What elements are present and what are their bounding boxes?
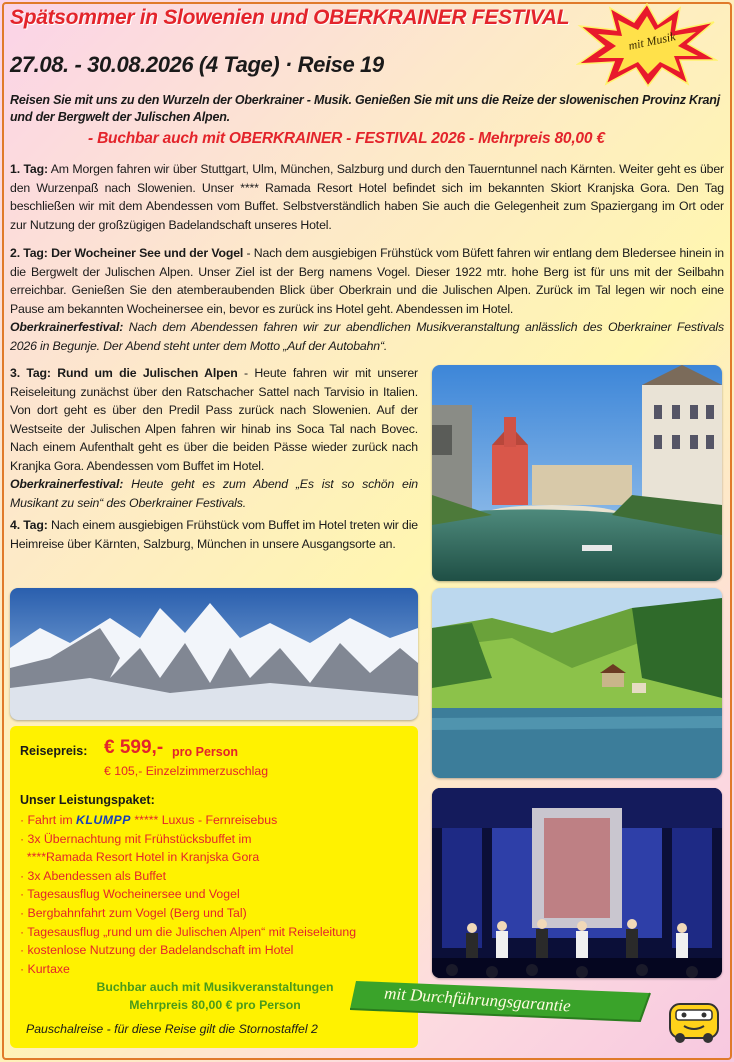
bus-service-suffix: ***** Luxus - Fernreisebus	[130, 813, 278, 827]
day-3-text: - Heute fahren wir mit unserer Reiseleitung zunächst über den Ratschacher Sattel nach Tarvisio in Italien. Von dort geht es über den Predil Pass zurück nach Slowenien. Auf der Westseite der Julischen Alpen fahren wir hinab ins Soca Tal nach Bovec. Nach einem Aufenthalt geht es über die beiden Pässe wieder zurück nach Kranjka Gora. Abendessen vom Buffet im Hotel.	[10, 366, 418, 473]
list-item: · Bergbahnfahrt zum Vogel (Berg und Tal)	[20, 905, 247, 920]
bus-service-prefix: · Fahrt im	[20, 813, 77, 827]
day-2-festival-label: Oberkrainerfestival:	[10, 320, 124, 334]
bus-logo-icon	[666, 998, 722, 1046]
trip-dates: 27.08. - 30.08.2026 (4 Tage) · Reise 19	[10, 52, 384, 77]
mountain-panorama-photo	[10, 588, 418, 720]
day-4-text: Nach einem ausgiebigen Frühstück vom Buffet im Hotel treten wir die Heimreise über Kärnten, Salzburg, München in unsere Ausgangsorte an.	[10, 518, 418, 551]
ljubljana-river-photo	[432, 365, 722, 581]
price-per-person: pro Person	[172, 745, 238, 759]
price-label: Reisepreis:	[20, 744, 88, 758]
day-3-festival-text: Heute geht es zum Abend „Es ist so schön ein Musikant zu sein“ des Oberkrainer Festivals.	[10, 477, 418, 510]
list-item: · Kurtaxe	[20, 961, 70, 976]
music-event-line-1: Buchbar auch mit Musikveranstaltungen	[96, 980, 334, 994]
cancellation-note: Pauschalreise - für diese Reise gilt die Stornostaffel 2	[26, 1022, 318, 1036]
list-item: · kostenlose Nutzung der Badelandschaft im Hotel	[20, 943, 294, 958]
list-item: · 3x Übernachtung mit Frühstücksbuffet im	[20, 831, 252, 846]
day-2-paragraph	[10, 244, 724, 355]
intro-line-2: und der Bergwelt der Julischen Alpen.	[10, 110, 230, 124]
intro-text	[10, 92, 724, 126]
day-1-label: 1. Tag:	[10, 162, 48, 176]
klumpp-logo-text: KLUMPP	[76, 813, 131, 827]
page-title: Spätsommer in Slowenien und OBERKRAINER FESTIVAL	[10, 6, 570, 29]
festival-highlight: - Buchbar auch mit OBERKRAINER - FESTIVAL 2026 - Mehrpreis 80,00 €	[88, 130, 605, 147]
day-3-label: 3. Tag: Rund um die Julischen Alpen	[10, 366, 238, 380]
list-item: · Tagesausflug Wocheinersee und Vogel	[20, 887, 240, 902]
list-item	[20, 811, 356, 830]
single-room-surcharge: € 105,- Einzelzimmerzuschlag	[104, 764, 269, 778]
list-item: ****Ramada Resort Hotel in Kranjska Gora	[20, 850, 260, 865]
day-1-paragraph	[10, 160, 724, 234]
list-item: · Tagesausflug „rund um die Julischen Alpen“ mit Reiseleitung	[20, 924, 357, 939]
festival-stage-photo	[432, 788, 722, 978]
intro-line-1: Reisen Sie mit uns zu den Wurzeln der Oberkrainer - Musik. Genießen Sie mit uns die Reize der slowenischen Provinz Kranj	[10, 93, 720, 107]
badge-label: mit Musik	[627, 29, 677, 53]
day-3-festival-label: Oberkrainerfestival:	[10, 477, 124, 491]
alpine-valley-photo	[432, 588, 722, 778]
day-3-paragraph	[10, 364, 418, 512]
music-event-note	[80, 978, 350, 1014]
day-4-label: 4. Tag:	[10, 518, 48, 532]
day-4-paragraph	[10, 516, 418, 553]
list-item: · 3x Abendessen als Buffet	[20, 868, 167, 883]
price-amount: € 599,-	[104, 737, 164, 758]
day-2-label: 2. Tag: Der Wocheiner See und der Vogel	[10, 246, 244, 260]
day-1-text: Am Morgen fahren wir über Stuttgart, Ulm, München, Salzburg und durch den Tauerntunnel nach Kärnten. Weiter geht es über den Wurzenpaß nach Slowenien. Unser **** Ramada Resort Hotel befindet sich im bekannten Skiort Kranjska Gora. Den Tag beschließen wir mit dem Abendessen vom Buffet. Selbstverständlich haben Sie auch die Gelegenheit zum Spaziergang im Ort oder zur Nutzung der großzügigen Badelandschaft unseres Hotel.	[10, 162, 725, 232]
guarantee-text: mit Durchführungsgarantie	[383, 983, 572, 1016]
day-2-festival-text: Nach dem Abendessen fahren wir zur abendlichen Musikveranstaltung anlässlich des Oberkrainer Festivals 2026 in Begunje. Der Abend steht unter dem Motto „Auf der Autobahn“.	[10, 320, 724, 353]
music-event-line-2: Mehrpreis 80,00 € pro Person	[129, 998, 301, 1012]
services-heading: Unser Leistungspaket:	[20, 793, 155, 807]
services-list	[20, 811, 356, 978]
day-2-text: - Nach dem ausgiebigen Frühstück vom Büfett fahren wir entlang dem Bledersee hinein in die Bergwelt der Julischen Alpen. Unser Ziel ist der Berg namens Vogel. Dieser 1922 mtr. hohe Berg ist für uns mit der Seilbahn erreichbar. Genießen Sie den atemberaubenden Blick über Oberkrain und die Julischen Alpen. Zurück im Tal legen wir noch eine Pause am bekannten Wocheinersee ein, bevor es zurück ins Hotel geht. Abendessen im Hotel.	[10, 246, 724, 316]
